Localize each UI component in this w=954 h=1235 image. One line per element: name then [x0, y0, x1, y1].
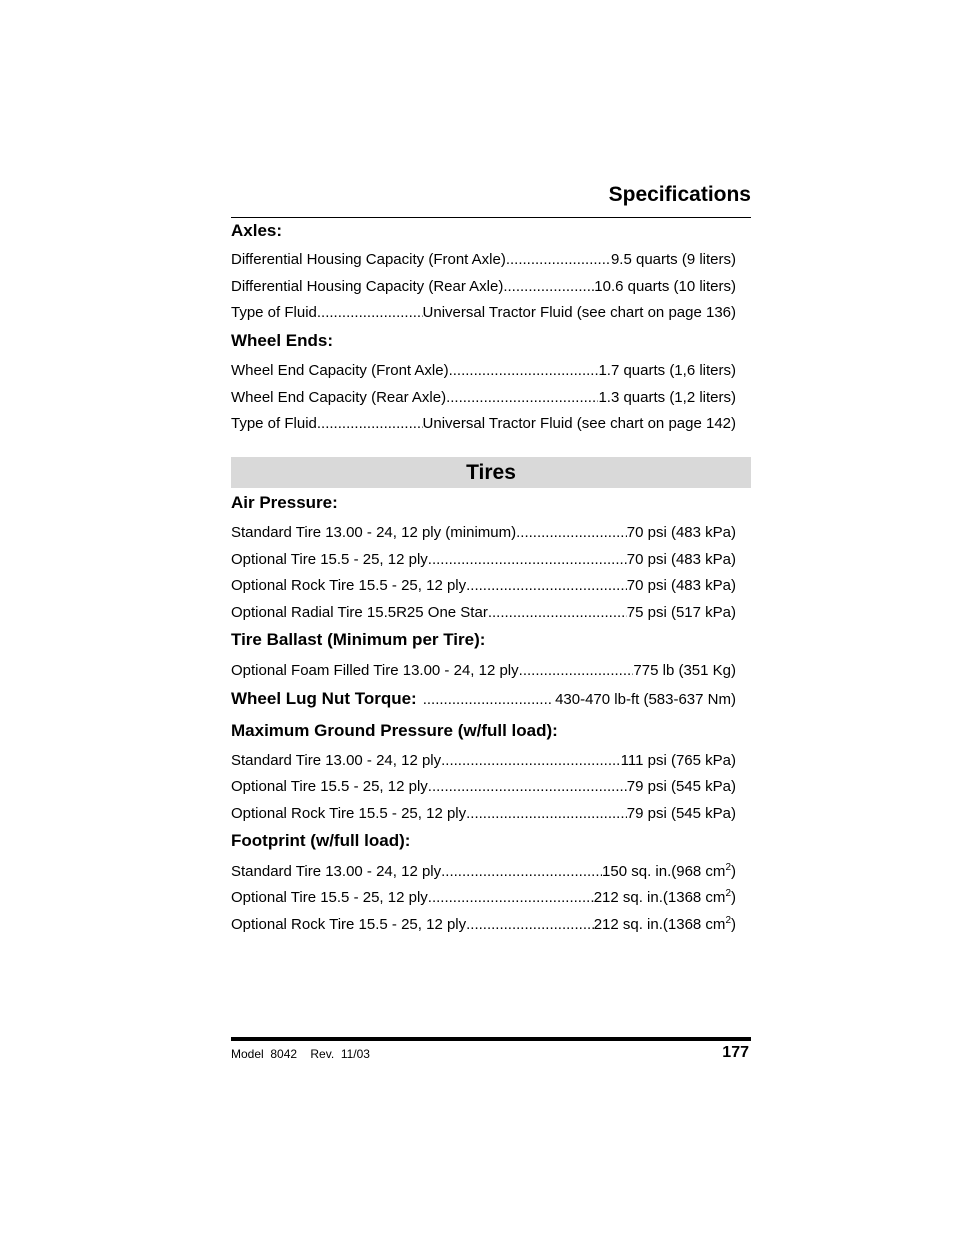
dot-leader [519, 661, 634, 681]
section-heading-axles: Axles: [231, 221, 283, 240]
spec-label: Optional Radial Tire 15.5R25 One Star [231, 604, 488, 621]
spec-row [231, 888, 736, 908]
spec-value: 775 lb (351 Kg) [633, 662, 736, 679]
spec-label: Optional Tire 15.5 - 25, 12 ply [231, 778, 428, 795]
spec-label: Optional Foam Filled Tire 13.00 - 24, 12 ply [231, 662, 519, 679]
spec-label: Wheel End Capacity (Rear Axle) [231, 389, 447, 406]
section-heading-tire-ballast: Tire Ballast (Minimum per Tire): [231, 630, 486, 649]
dot-leader [317, 303, 423, 323]
spec-value [594, 888, 736, 908]
dot-leader [441, 862, 602, 882]
spec-row [231, 915, 736, 935]
footer-model-rev: Model 8042 Rev. 11/03 [231, 1047, 370, 1061]
spec-value: 1.3 quarts (1,2 liters) [598, 389, 736, 406]
spec-value: 70 psi (483 kPa) [626, 524, 736, 541]
spec-value: 79 psi (545 kPa) [626, 778, 736, 795]
page-number: 177 [722, 1044, 749, 1061]
spec-label: Optional Rock Tire 15.5 - 25, 12 ply [231, 577, 467, 594]
lug-nut-torque-label: Wheel Lug Nut Torque: [231, 689, 417, 708]
section-heading-wheel-ends: Wheel Ends: [231, 331, 334, 350]
spec-row [231, 862, 736, 882]
spec-value [594, 915, 736, 935]
dot-leader [449, 361, 599, 381]
spec-value: Universal Tractor Fluid (see chart on page 142) [422, 415, 736, 432]
dot-leader [446, 388, 598, 408]
spec-row [231, 661, 736, 681]
spec-row [231, 303, 736, 323]
spec-label: Optional Rock Tire 15.5 - 25, 12 ply [231, 805, 467, 822]
spec-row [231, 777, 736, 797]
dot-leader [506, 250, 611, 270]
dot-leader [428, 777, 627, 797]
footer-rule [231, 1037, 751, 1041]
spec-row [231, 414, 736, 434]
spec-label: Differential Housing Capacity (Rear Axle) [231, 278, 504, 295]
spec-label: Standard Tire 13.00 - 24, 12 ply [231, 752, 442, 769]
spec-label: Optional Tire 15.5 - 25, 12 ply [231, 551, 428, 568]
value-close: ) [731, 889, 736, 906]
lug-nut-torque-value: 430-470 lb-ft (583-637 Nm) [555, 691, 736, 708]
value-text: 212 sq. in.(1368 cm [593, 916, 726, 933]
dot-leader [317, 414, 423, 434]
spec-value: 1.7 quarts (1,6 liters) [598, 362, 736, 379]
section-heading-air-pressure: Air Pressure: [231, 493, 338, 512]
spec-label: Standard Tire 13.00 - 24, 12 ply (minimum) [231, 524, 517, 541]
superscript: 2 [725, 862, 731, 873]
spec-label: Type of Fluid [231, 415, 317, 432]
spec-label: Optional Tire 15.5 - 25, 12 ply [231, 889, 428, 906]
dot-leader [466, 915, 594, 935]
spec-row [231, 361, 736, 381]
value-text: 212 sq. in.(1368 cm [593, 889, 726, 906]
section-heading-footprint: Footprint (w/full load): [231, 831, 411, 850]
spec-row-lug-nut-torque [231, 689, 736, 710]
dot-leader [516, 523, 627, 543]
spec-row [231, 576, 736, 596]
dot-leader [466, 576, 627, 596]
spec-value: 70 psi (483 kPa) [626, 551, 736, 568]
spec-row [231, 603, 736, 623]
dot-leader [423, 690, 551, 710]
spec-label: Standard Tire 13.00 - 24, 12 ply [231, 863, 442, 880]
header-rule [231, 217, 751, 218]
spec-label: Differential Housing Capacity (Front Axle) [231, 251, 506, 268]
tires-section-band: Tires [231, 457, 751, 488]
dot-leader [466, 804, 627, 824]
value-close: ) [731, 863, 736, 880]
spec-value [602, 862, 736, 882]
dot-leader [441, 751, 621, 771]
dot-leader [428, 550, 627, 570]
superscript: 2 [725, 888, 731, 899]
spec-value: Universal Tractor Fluid (see chart on page 136) [422, 304, 736, 321]
spec-value: 9.5 quarts (9 liters) [610, 251, 736, 268]
dot-leader [488, 603, 627, 623]
spec-value: 10.6 quarts (10 liters) [594, 278, 736, 295]
spec-row [231, 550, 736, 570]
section-heading-ground-pressure: Maximum Ground Pressure (w/full load): [231, 721, 558, 740]
spec-row [231, 523, 736, 543]
dot-leader [428, 888, 594, 908]
spec-value: 75 psi (517 kPa) [626, 604, 736, 621]
page-title: Specifications [608, 183, 751, 206]
superscript: 2 [725, 915, 731, 926]
spec-value: 111 psi (765 kPa) [620, 752, 736, 769]
spec-row [231, 388, 736, 408]
spec-row [231, 250, 736, 270]
spec-value: 79 psi (545 kPa) [626, 805, 736, 822]
spec-label: Type of Fluid [231, 304, 317, 321]
spec-value: 70 psi (483 kPa) [626, 577, 736, 594]
spec-row [231, 277, 736, 297]
value-close: ) [731, 916, 736, 933]
dot-leader [503, 277, 594, 297]
spec-label: Optional Rock Tire 15.5 - 25, 12 ply [231, 916, 467, 933]
spec-row [231, 751, 736, 771]
spec-row [231, 804, 736, 824]
spec-label: Wheel End Capacity (Front Axle) [231, 362, 449, 379]
value-text: 150 sq. in.(968 cm [602, 863, 726, 880]
